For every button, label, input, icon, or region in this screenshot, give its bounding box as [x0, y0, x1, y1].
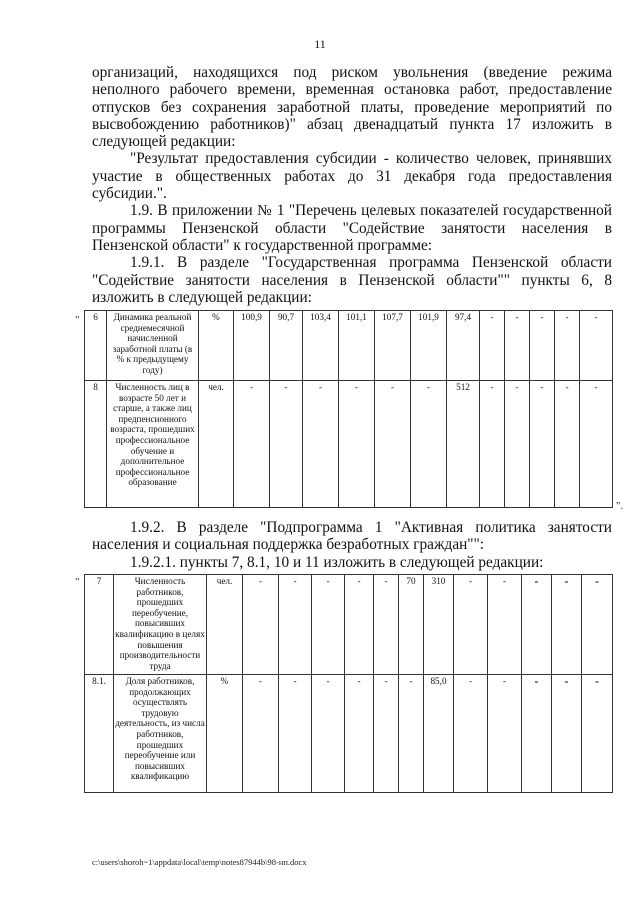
value-cell: -: [279, 675, 312, 793]
value-cell: -: [582, 575, 613, 675]
unit-cell: чел.: [207, 575, 243, 675]
value-cell: -: [580, 381, 613, 508]
row-number: 8: [85, 381, 107, 508]
value-cell: -: [312, 575, 345, 675]
value-cell: -: [454, 575, 488, 675]
value-cell: -: [234, 381, 270, 508]
open-quote-2: ": [75, 576, 80, 588]
value-cell: -: [339, 381, 375, 508]
paragraph-6: 1.9.2.1. пункты 7, 8.1, 10 и 11 изложить в следующей редакции:: [130, 553, 544, 571]
value-cell: -: [399, 675, 424, 793]
indicator-name: Динамика реальной среднемесячной начисленной заработной платы (в % к предыдущему году): [107, 311, 199, 381]
row-number: 6: [85, 311, 107, 381]
value-cell: -: [522, 575, 552, 675]
unit-cell: чел.: [199, 381, 234, 508]
value-cell: 103,4: [303, 311, 339, 381]
indicator-table-1: [84, 310, 613, 508]
value-cell: -: [505, 311, 530, 381]
value-cell: 101,9: [411, 311, 447, 381]
value-cell: 70: [399, 575, 424, 675]
value-cell: -: [522, 675, 552, 793]
value-cell: 85,0: [424, 675, 454, 793]
indicator-table-2: [84, 574, 613, 793]
value-cell: -: [530, 311, 555, 381]
value-cell: -: [555, 381, 580, 508]
table-row: [85, 381, 613, 508]
value-cell: -: [345, 575, 374, 675]
paragraph-1: организаций, находящихся под риском увольнения (введение режима неполного рабочего времени, временная остановка работ, предоставление отпусков без сохранения заработной платы, проведение мероприятий по высвобождению работников)" абзац двенадцатый пункта 17 изложить в следующей редакции:: [92, 64, 612, 151]
paragraph-5: 1.9.2. В разделе "Подпрограмма 1 "Активная политика занятости населения и социальная поддержка безработных граждан"":: [92, 519, 612, 554]
text-block-middle: [92, 519, 612, 571]
value-cell: -: [312, 675, 345, 793]
value-cell: -: [552, 575, 582, 675]
value-cell: 100,9: [234, 311, 270, 381]
value-cell: -: [454, 675, 488, 793]
value-cell: -: [488, 575, 522, 675]
value-cell: 90,7: [270, 311, 303, 381]
page-number: 11: [314, 37, 326, 51]
text-block-top: [92, 64, 612, 306]
value-cell: -: [580, 311, 613, 381]
value-cell: 107,7: [375, 311, 411, 381]
paragraph-3: 1.9. В приложении № 1 "Перечень целевых показателей государственной программы Пензенской области "Содействие занятости населения в Пензенской области" к государственной программе:: [92, 202, 612, 254]
table-row: [85, 311, 613, 381]
indicator-name: Численность работников, прошедших переобучение, повысивших квалификацию в целях повышения производительности труда: [114, 575, 207, 675]
table-row: [85, 575, 613, 675]
value-cell: -: [374, 675, 399, 793]
value-cell: -: [374, 575, 399, 675]
value-cell: -: [243, 675, 279, 793]
indicator-name: Численность лиц в возрасте 50 лет и старше, а также лиц предпенсионного возраста, прошедших профессиональное обучение и дополнительное профессиональное образование: [107, 381, 199, 508]
value-cell: 512: [447, 381, 480, 508]
paragraph-4: 1.9.1. В разделе "Государственная программа Пензенской области "Содействие занятости населения в Пензенской области"" пункты 6, 8 изложить в следующей редакции:: [92, 254, 612, 306]
value-cell: -: [480, 311, 505, 381]
row-number: 7: [85, 575, 114, 675]
unit-cell: %: [207, 675, 243, 793]
value-cell: -: [345, 675, 374, 793]
indicator-name: Доля работников, продолжающих осуществлять трудовую деятельность, из числа работников, прошедших переобучение или повысивших квалификацию: [114, 675, 207, 793]
value-cell: 310: [424, 575, 454, 675]
value-cell: -: [270, 381, 303, 508]
value-cell: 101,1: [339, 311, 375, 381]
value-cell: -: [582, 675, 613, 793]
value-cell: -: [411, 381, 447, 508]
value-cell: -: [480, 381, 505, 508]
value-cell: -: [505, 381, 530, 508]
file-path-footer: c:\users\shoroh~1\appdata\local\temp\notes87944b\98-нп.docx: [92, 857, 307, 867]
row-number: 8.1.: [85, 675, 114, 793]
value-cell: -: [488, 675, 522, 793]
table-row: [85, 675, 613, 793]
value-cell: -: [243, 575, 279, 675]
paragraph-2: "Результат предоставления субсидии - количество человек, принявших участие в общественных работах до 31 декабря года предоставления субсидии.".: [92, 150, 612, 203]
value-cell: -: [279, 575, 312, 675]
value-cell: -: [555, 311, 580, 381]
open-quote-1: ": [75, 314, 80, 326]
value-cell: -: [552, 675, 582, 793]
close-quote-1: ".: [616, 500, 624, 512]
unit-cell: %: [199, 311, 234, 381]
value-cell: 97,4: [447, 311, 480, 381]
value-cell: -: [375, 381, 411, 508]
value-cell: -: [303, 381, 339, 508]
value-cell: -: [530, 381, 555, 508]
